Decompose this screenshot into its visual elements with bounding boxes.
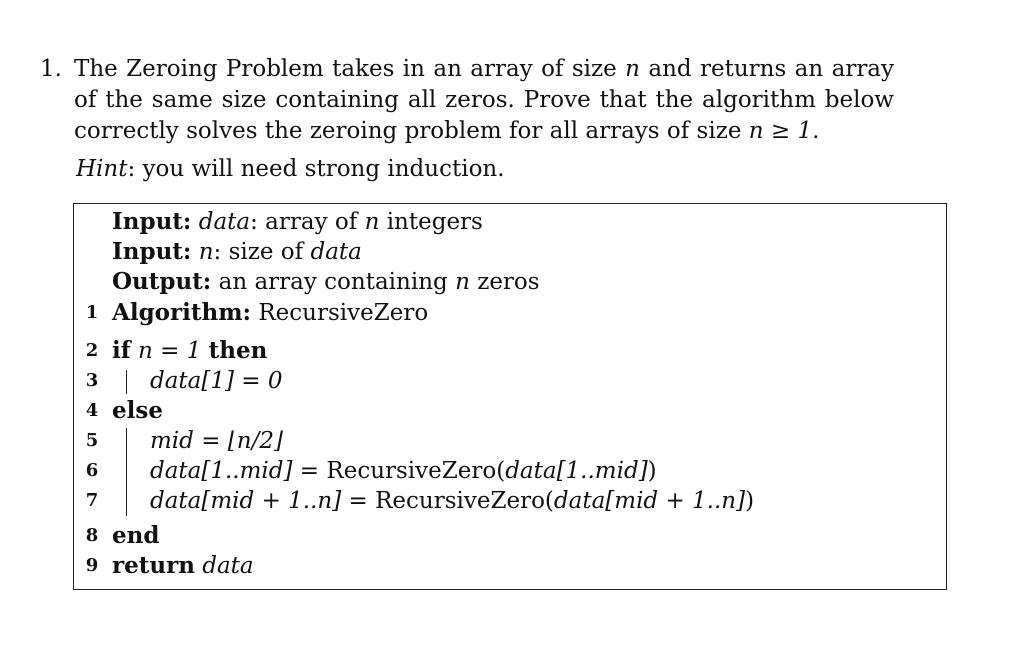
line-number: 1 bbox=[85, 302, 99, 323]
if-block-bar bbox=[126, 370, 127, 394]
hint-label: Hint bbox=[76, 156, 128, 182]
hint-text: you will need strong induction. bbox=[142, 156, 505, 182]
line-number: 7 bbox=[85, 490, 99, 511]
problem-text: The Zeroing Problem takes in an array of size n and returns an array of the same size containing all zeros. Prove that the algorithm below correctly solves the zeroing problem for all arrays of size n ≥ 1. bbox=[74, 56, 895, 144]
line-number: 9 bbox=[85, 555, 99, 576]
algorithm-box: Input: data: array of n integers Input: n: size of data Output: an array containing n zeros 1 Algorithm: RecursiveZero 2 if n = 1 then 3 data[1] = 0 4 else 5 mid = ⌊n/2⌋ 6 data[1..mid] = RecursiveZero(data[1..mid]) 7 data[mid + 1..n] = RecursiveZero(data[mid + 1..n]) 8 end 9 return data bbox=[73, 203, 947, 590]
line-number: 2 bbox=[85, 340, 99, 361]
hint: Hint: you will need strong induction. bbox=[76, 156, 505, 182]
else-block-bar bbox=[126, 428, 127, 516]
line-number: 8 bbox=[85, 525, 99, 546]
problem-number: 1. bbox=[40, 56, 62, 82]
line-number: 3 bbox=[85, 370, 99, 391]
line-number: 6 bbox=[85, 460, 99, 481]
line-number: 5 bbox=[85, 430, 99, 451]
line-number: 4 bbox=[85, 400, 99, 421]
